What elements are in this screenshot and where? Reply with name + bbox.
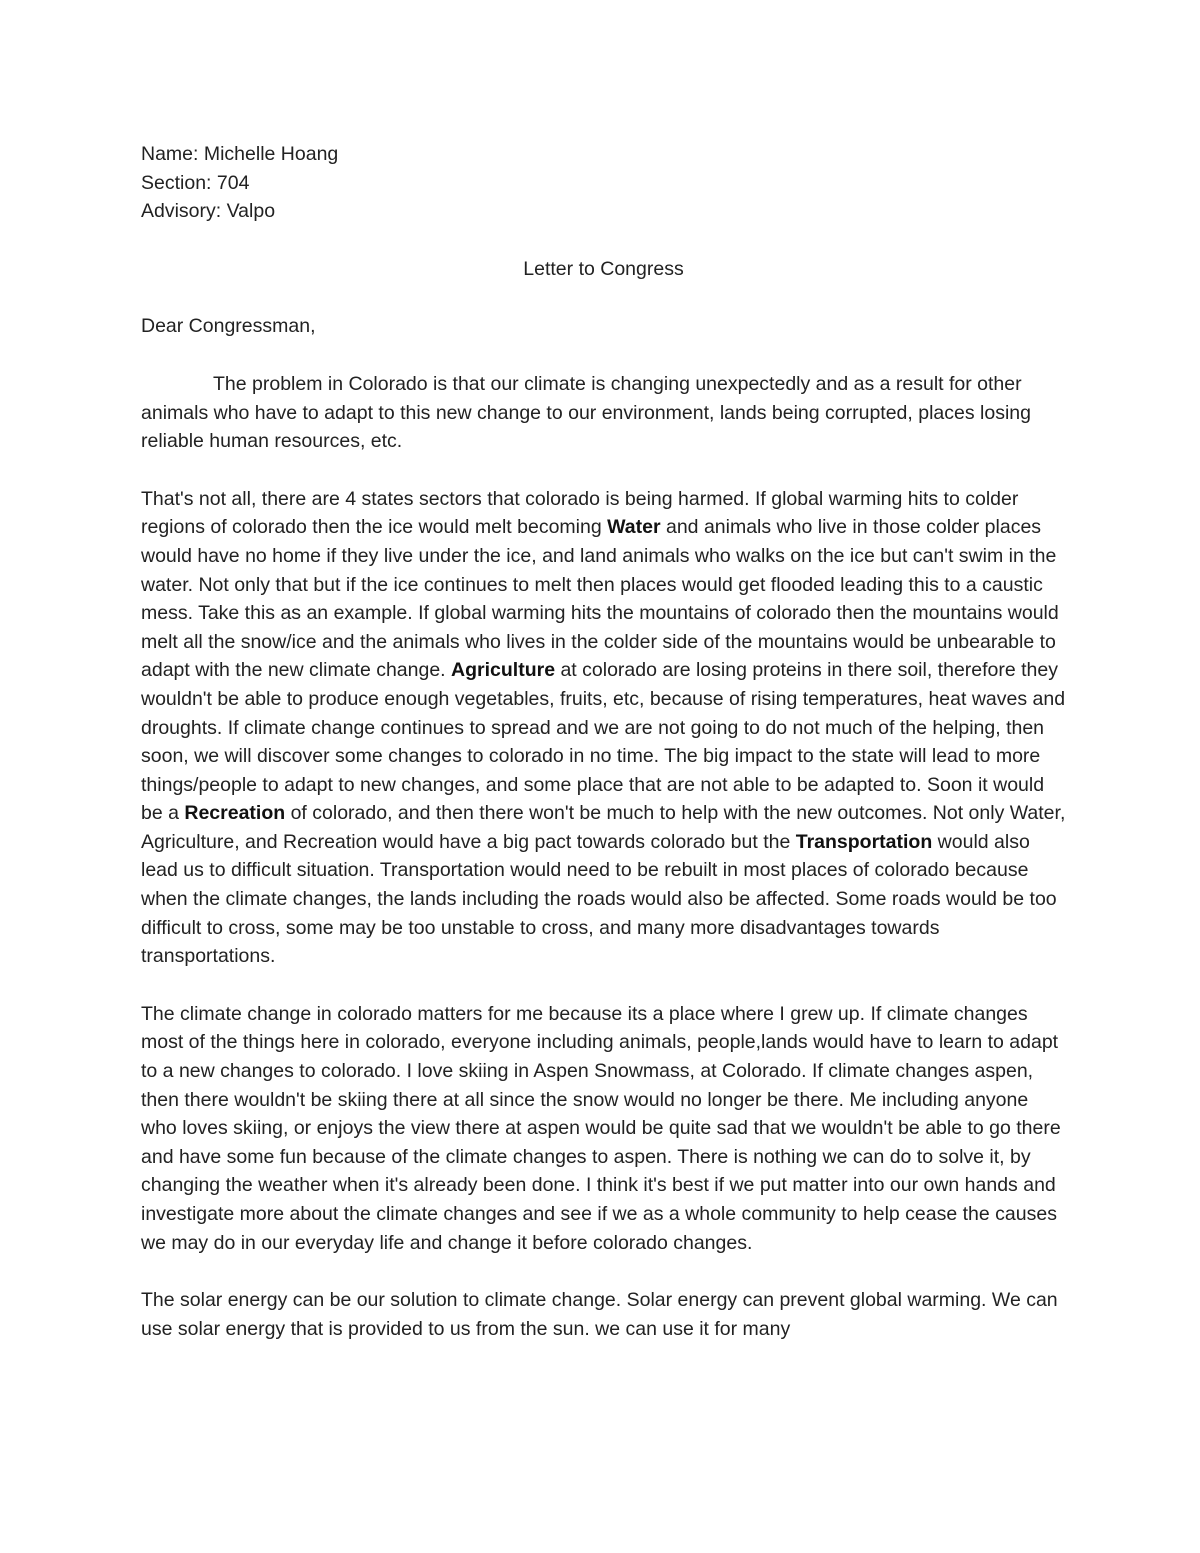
keyword-recreation: Recreation [184,802,286,825]
paragraph-sectors-text-2: and animals who live in those colder places would have no home if they live under the ice, and land animals who walks on the ice but can't swim in the water. Not only that but if the ice continues to melt then places would get flooded leading this to a caustic mess. Take this as an example. If global warming hits the mountains of colorado then the mountains would melt all the snow/ice and the animals who lives in the colder side of the mountains would be unbearable to adapt with the new climate change. [141,516,1059,682]
paragraph-sectors-text-3: at colorado are losing proteins in there soil, therefore they wouldn't be able to produce enough vegetables, fruits, etc, because of rising temperatures, heat waves and droughts. If climate change continues to spread and we are not going to do not much of the helping, then soon, we will discover some changes to colorado in no time. The big impact to the state will lead to more things/people to adapt to new changes, and some place that are not able to be adapted to. Soon it would be a [141,659,1066,825]
salutation: Dear Congressman, [141,315,316,338]
paragraph-sectors [141,485,1066,971]
student-section: Section: 704 [141,171,250,194]
paragraph-problem: The problem in Colorado is that our climate is changing unexpectedly and as a result for other animals who have to adapt to this new change to our environment, lands being corrupted, places losing reliable human resources, etc. [141,372,1031,453]
paragraph-sectors-text-1: That's not all, there are 4 states sectors that colorado is being harmed. If global warming hits to colder regions of colorado then the ice would melt becoming [141,487,1019,539]
paragraph-sectors-text-4: of colorado, and then there won't be much to help with the new outcomes. Not only Water, Agriculture, and Recreation would have a big pact towards colorado but the [141,802,1066,853]
student-advisory: Advisory: Valpo [141,200,276,223]
paragraph-solution: The solar energy can be our solution to climate change. Solar energy can prevent global warming. We can use solar energy that is provided to us from the sun. we can use it for many [141,1289,1058,1340]
keyword-water: Water [607,516,661,539]
paragraph-sectors-text-5: would also lead us to difficult situation. Transportation would need to be rebuilt in most places of colorado because when the climate changes, the lands including the roads would also be affected. Some roads would be too difficult to cross, some may be too unstable to cross, and many more disadvantages towards transportations. [141,830,1057,968]
keyword-agriculture: Agriculture [451,659,556,682]
paragraph-personal: The climate change in colorado matters for me because its a place where I grew up. If climate changes most of the things here in colorado, everyone including animals, people,lands would have to learn to adapt to a new changes to colorado. I love skiing in Aspen Snowmass, at Colorado. If climate changes aspen, then there wouldn't be skiing there at all since the snow would no longer be there. Me including anyone who loves skiing, or enjoys the view there at aspen would be quite sad that we wouldn't be able to go there and have some fun because of the climate changes to aspen. There is nothing we can do to solve it, by changing the weather when it's already been done. I think it's best if we put matter into our own hands and investigate more about the climate changes and see if we as a whole community to help cease the causes we may do in our everyday life and change it before colorado changes. [141,1002,1061,1254]
keyword-transportation: Transportation [795,830,933,853]
letter-body [141,140,1066,1343]
letter-title: Letter to Congress [523,257,684,280]
student-name: Name: Michelle Hoang [141,143,339,165]
